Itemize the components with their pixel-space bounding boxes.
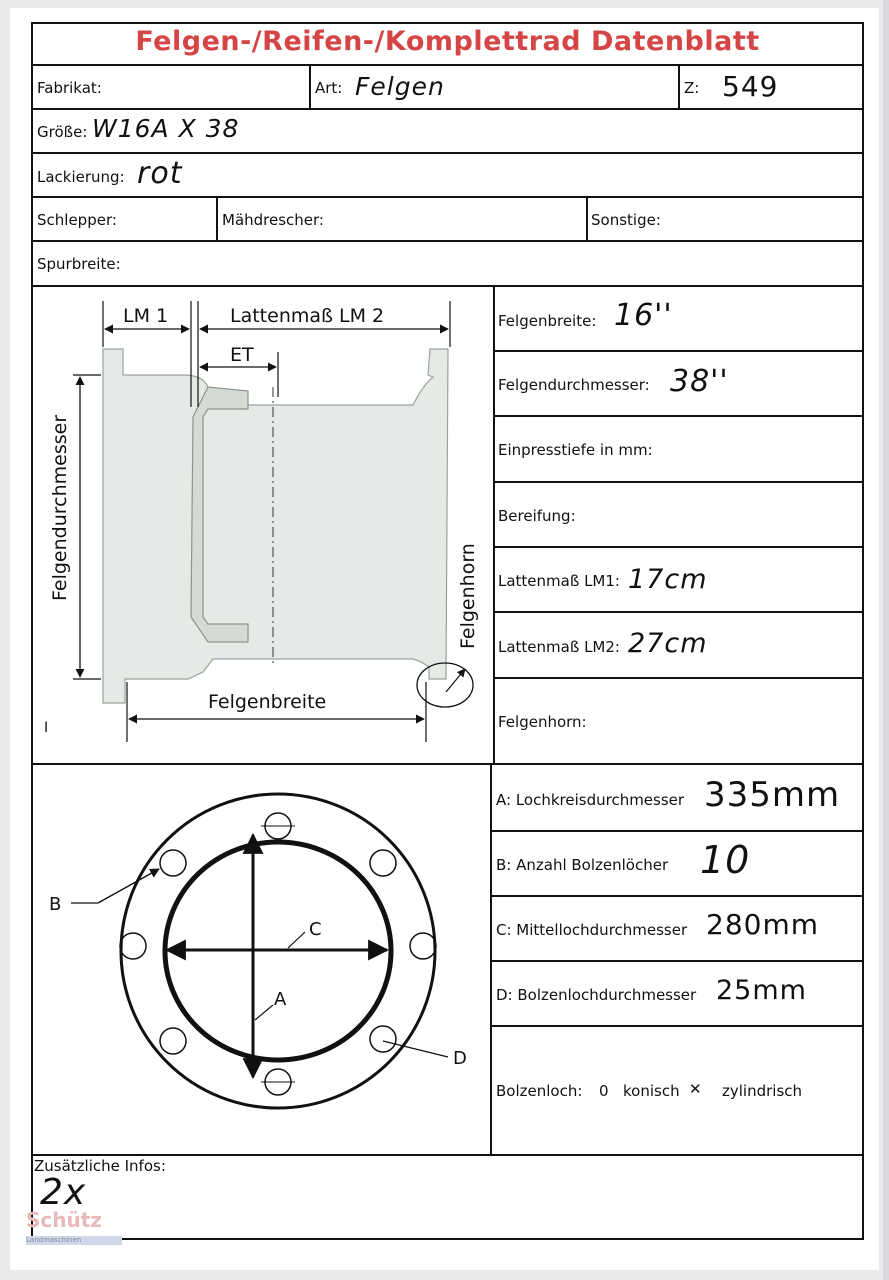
a-label: A: Lochkreisdurchmesser <box>496 791 685 809</box>
bolt-pattern-diagram <box>33 765 490 1154</box>
d-value: 25mm <box>716 975 807 1006</box>
lm2-value: 27cm <box>628 628 708 659</box>
page-edge <box>883 0 889 1280</box>
row-divider <box>31 240 864 242</box>
row-divider <box>490 830 864 832</box>
datasheet-title: Felgen-/Reifen-/Komplettrad Datenblatt <box>135 26 760 57</box>
row-divider <box>31 108 864 110</box>
b-value: 10 <box>700 838 751 882</box>
lm1-value: 17cm <box>628 564 708 595</box>
groesse-value: W16A X 38 <box>92 114 240 143</box>
lm2-label: Lattenmaß LM2: <box>498 638 620 656</box>
c-label: C: Mittellochdurchmesser <box>496 921 688 939</box>
col-divider <box>216 196 218 242</box>
z-label: Z: <box>684 79 700 97</box>
d-label: D: Bolzenlochdurchmesser <box>496 986 697 1004</box>
zusaetzliche-infos-label: Zusätzliche Infos: <box>34 1157 166 1175</box>
row-divider <box>490 960 864 962</box>
felgenbreite-diagram-label: Felgenbreite <box>208 691 327 713</box>
felgenbreite-label: Felgenbreite: <box>498 312 597 330</box>
cross-mark-icon: ✕ <box>689 1080 702 1098</box>
row-divider <box>31 64 864 66</box>
felgendurchmesser-diagram-label: Felgendurchmesser <box>49 414 71 601</box>
zusaetzliche-infos-value: 2x <box>40 1172 87 1213</box>
felgenhorn-label: Felgenhorn: <box>498 713 587 731</box>
bolzenloch-option-0: 0 <box>599 1082 609 1100</box>
row-divider <box>490 1025 864 1027</box>
col-divider <box>493 285 495 763</box>
fabrikat-label: Fabrikat: <box>37 79 102 97</box>
schlepper-label: Schlepper: <box>37 211 117 229</box>
row-divider <box>493 415 864 417</box>
watermark-logo: Schütz <box>26 1208 102 1232</box>
row-divider <box>493 611 864 613</box>
bereifung-label: Bereifung: <box>498 507 576 525</box>
bolzenloch-label: Bolzenloch: <box>496 1082 583 1100</box>
z-value: 549 <box>722 70 779 103</box>
section-divider <box>31 1154 864 1156</box>
felgendurchmesser-label: Felgendurchmesser: <box>498 376 650 394</box>
d-diagram-label: D <box>453 1048 467 1069</box>
groesse-label: Größe: <box>37 123 88 141</box>
konisch-option: konisch <box>623 1082 680 1100</box>
col-divider <box>309 64 311 110</box>
lackierung-label: Lackierung: <box>37 168 125 186</box>
lm1-dimension-label: LM 1 <box>123 305 169 327</box>
row-divider <box>493 481 864 483</box>
col-divider <box>586 196 588 242</box>
felgenhorn-diagram-label: Felgenhorn <box>457 543 479 649</box>
row-divider <box>31 196 864 198</box>
lackierung-value: rot <box>137 156 183 191</box>
felgenbreite-value: 16'' <box>614 298 673 333</box>
b-label: B: Anzahl Bolzenlöcher <box>496 856 669 874</box>
felgendurchmesser-value: 38'' <box>670 364 729 399</box>
maehdrescher-label: Mähdrescher: <box>222 211 324 229</box>
sonstige-label: Sonstige: <box>591 211 661 229</box>
row-divider <box>493 350 864 352</box>
rim-cross-section-diagram <box>33 287 493 763</box>
zylindrisch-option: zylindrisch <box>722 1082 803 1100</box>
a-value: 335mm <box>704 775 841 815</box>
lm2-dimension-label: Lattenmaß LM 2 <box>230 305 385 327</box>
row-divider <box>31 152 864 154</box>
a-diagram-label: A <box>274 989 287 1010</box>
et-dimension-label: ET <box>230 344 254 366</box>
row-divider <box>490 895 864 897</box>
c-diagram-label: C <box>309 919 322 940</box>
watermark-subtitle: Landmaschinen <box>26 1236 122 1245</box>
row-divider <box>493 546 864 548</box>
b-diagram-label: B <box>49 894 62 915</box>
lm1-label: Lattenmaß LM1: <box>498 572 620 590</box>
spurbreite-label: Spurbreite: <box>37 255 121 273</box>
einpresstiefe-label: Einpresstiefe in mm: <box>498 441 653 459</box>
col-divider <box>678 64 680 110</box>
art-label: Art: <box>315 79 343 97</box>
c-value: 280mm <box>706 908 819 941</box>
col-divider <box>490 763 492 1154</box>
art-value: Felgen <box>355 72 445 101</box>
corner-mark: I <box>44 720 49 736</box>
row-divider <box>493 677 864 679</box>
